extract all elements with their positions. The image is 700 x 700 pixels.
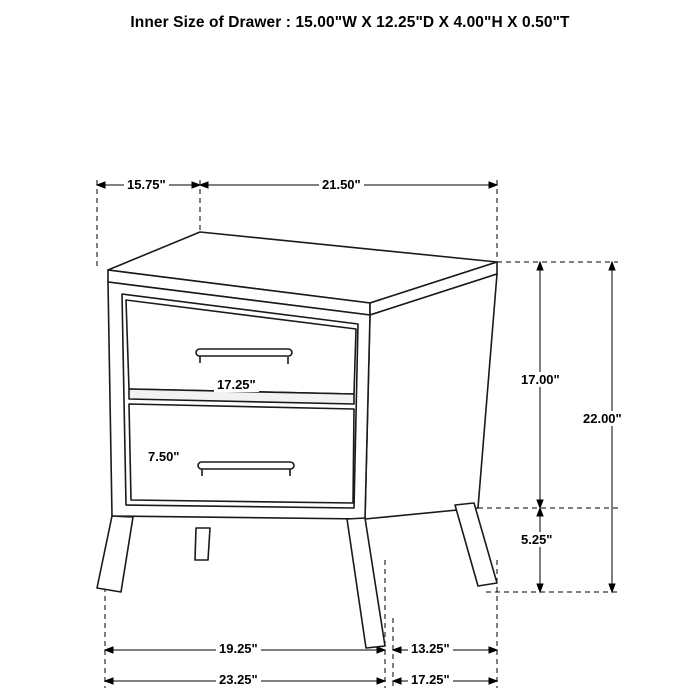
dimension-label-7-50: 7.50" xyxy=(145,449,182,464)
dimension-label-5-25: 5.25" xyxy=(518,532,555,547)
dimension-label-17-25-drawer: 17.25" xyxy=(214,377,259,392)
dimension-label-17-00: 17.00" xyxy=(518,372,563,387)
dimension-label-19-25: 19.25" xyxy=(216,641,261,656)
dimension-label-17-25-depth: 17.25" xyxy=(408,672,453,687)
dimension-label-23-25: 23.25" xyxy=(216,672,261,687)
leg-rear-right xyxy=(455,503,497,586)
leg-rear-left xyxy=(195,528,210,560)
dimension-label-15-75: 15.75" xyxy=(124,177,169,192)
dimension-label-21-50: 21.50" xyxy=(319,177,364,192)
leg-front-right xyxy=(347,518,385,648)
dimension-label-13-25: 13.25" xyxy=(408,641,453,656)
leg-front-left xyxy=(97,516,133,592)
page-title: Inner Size of Drawer : 15.00"W X 12.25"D X 4.00"H X 0.50"T xyxy=(130,14,570,31)
case-side-panel xyxy=(365,274,497,519)
dimension-label-22-00: 22.00" xyxy=(580,411,625,426)
